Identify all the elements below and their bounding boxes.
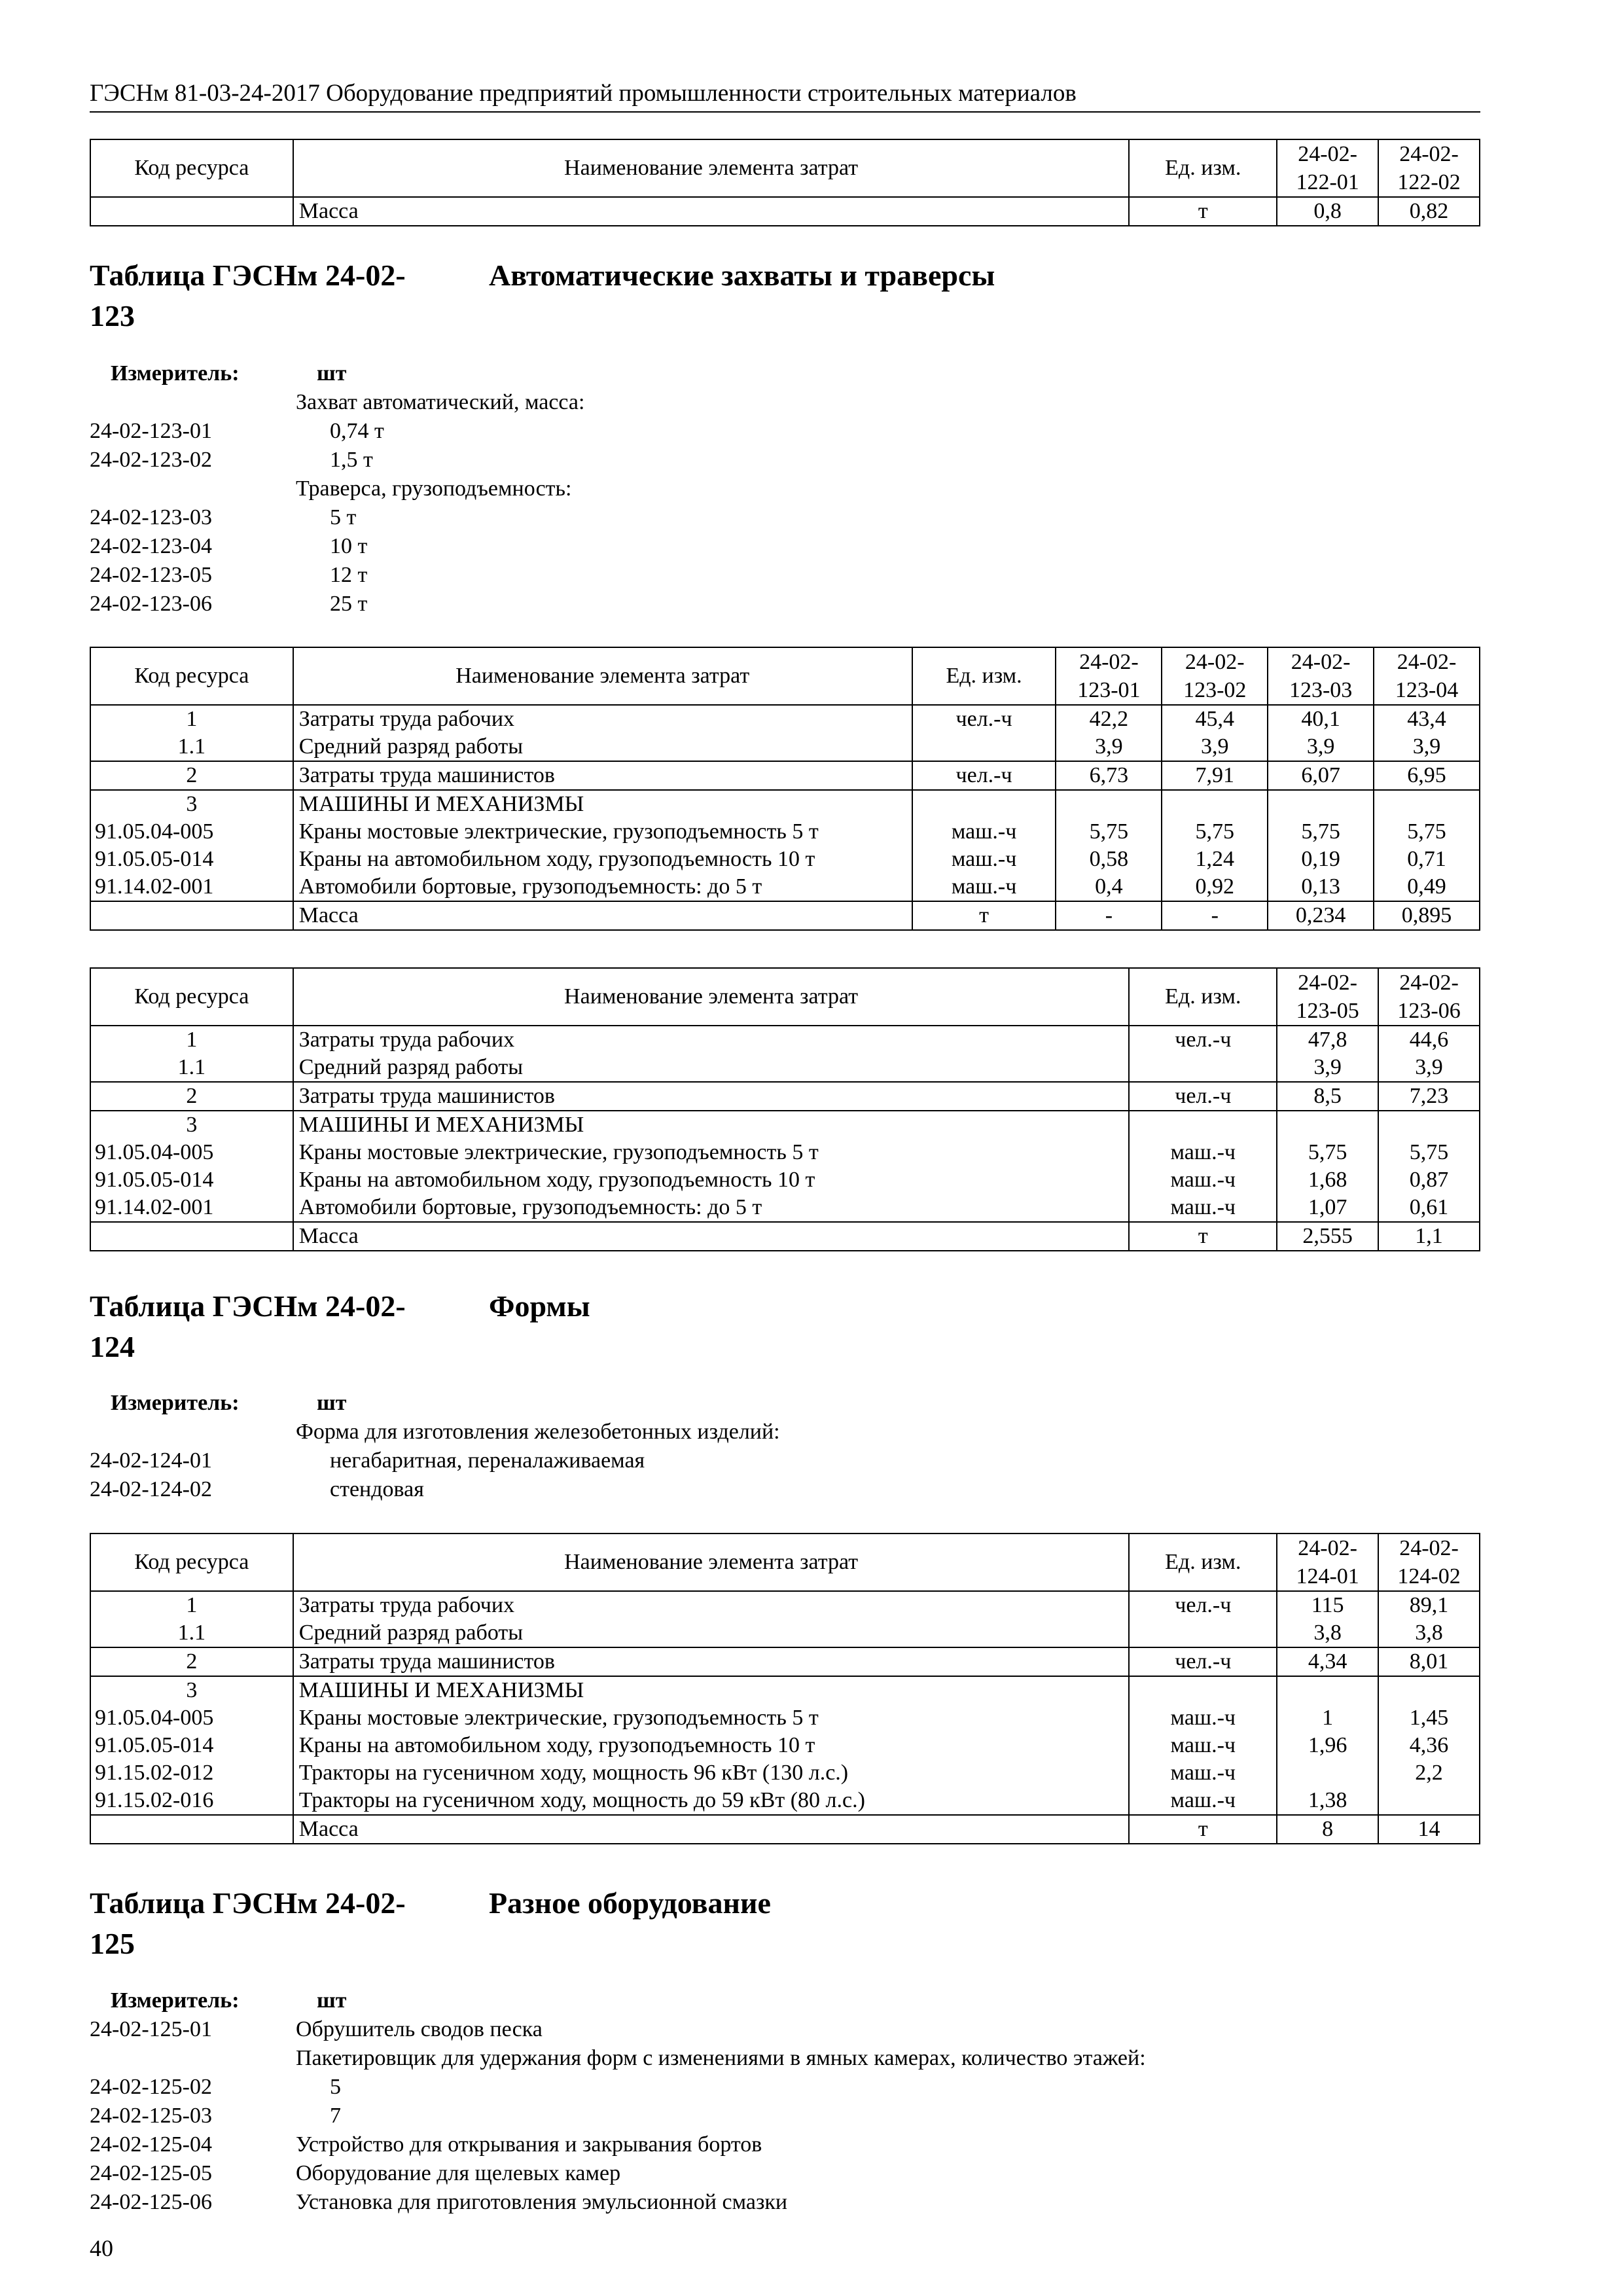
table-row [90,761,1480,790]
mass-row [90,1815,1480,1844]
value-cell: 5,75 [1162,818,1268,846]
unit-cell [1129,1676,1277,1704]
measure-item-text: Обрушитель сводов песка [296,2017,543,2041]
table-row [90,1759,1480,1787]
resource-code: 91.15.02-016 [90,1787,293,1815]
value-cell [1378,1111,1480,1139]
value-cell: 8,01 [1378,1647,1480,1676]
cost-element-name: Масса [293,1815,1130,1844]
value-cell: 0,13 [1268,873,1374,901]
value-cell: 1 [1277,1704,1378,1732]
value-cell: 0,87 [1378,1166,1480,1194]
col-header-norm-code: 24-02- 123-06 [1378,968,1480,1026]
table-122 [90,139,1480,226]
resource-code: 3 [90,790,293,818]
value-cell: 5,75 [1268,818,1374,846]
value-cell: 44,6 [1378,1026,1480,1054]
value-cell: 5,75 [1374,818,1480,846]
measure-item-text: Форма для изготовления железобетонных изделий: [296,1420,780,1444]
cost-element-name: Масса [293,901,912,930]
table-row [90,1166,1480,1194]
unit-cell: маш.-ч [1129,1787,1277,1815]
table-123a-section [90,647,1480,931]
measure-label: Измеритель: [111,1988,240,2013]
unit-cell [1129,1619,1277,1647]
measure-item-code: 24-02-123-04 [90,534,212,558]
cost-element-name: Масса [293,197,1130,226]
table-row [90,1591,1480,1619]
measure-item-text: 5 т [330,505,357,529]
value-cell: 43,4 [1374,705,1480,733]
cost-element-name: Тракторы на гусеничном ходу, мощность 96 кВт (130 л.с.) [293,1759,1130,1787]
measure-item-code: 24-02-125-03 [90,2104,212,2128]
unit-cell: маш.-ч [1129,1704,1277,1732]
measure-item [90,2015,1146,2044]
value-cell: 89,1 [1378,1591,1480,1619]
resource-code: 91.05.05-014 [90,846,293,873]
col-header-unit: Ед. изм. [912,647,1056,705]
cost-element-name: Краны на автомобильном ходу, грузоподъемность 10 т [293,1166,1130,1194]
measure-item-code: 24-02-123-01 [90,419,212,443]
cost-element-name: Масса [293,1222,1130,1251]
measure-item-text: Устройство для открывания и закрывания бортов [296,2132,762,2157]
cost-element-name: МАШИНЫ И МЕХАНИЗМЫ [293,1676,1130,1704]
unit-cell: т [1129,1815,1277,1844]
value-cell [1374,790,1480,818]
value-cell: - [1162,901,1268,930]
measure-item-code [90,2044,296,2073]
cost-element-name: Краны мостовые электрические, грузоподъемность 5 т [293,1139,1130,1166]
cost-element-name: Средний разряд работы [293,1619,1130,1647]
value-cell: 4,34 [1277,1647,1378,1676]
col-header-norm-code: 24-02- 123-01 [1056,647,1162,705]
page-number: 40 [90,2235,113,2261]
table-123b [90,967,1480,1251]
measure-item-code: 24-02-125-05 [90,2161,212,2185]
value-cell: 3,8 [1378,1619,1480,1647]
col-header-unit: Ед. изм. [1129,968,1277,1026]
measure-item-code [90,475,296,503]
col-header-norm-code: 24-02- 122-02 [1378,139,1480,197]
table-row [90,818,1480,846]
measure-item-text: Оборудование для щелевых камер [296,2161,621,2185]
cost-element-name: Средний разряд работы [293,733,912,761]
resource-code: 91.05.04-005 [90,1139,293,1166]
measure-item-code: 24-02-125-02 [90,2075,212,2099]
resource-code: 1 [90,1026,293,1054]
value-cell: 1,45 [1378,1704,1480,1732]
table-row [90,1619,1480,1647]
value-cell: 1,38 [1277,1787,1378,1815]
measure-item-code: 24-02-123-06 [90,592,212,616]
value-cell: 0,92 [1162,873,1268,901]
value-cell: 4,36 [1378,1732,1480,1759]
resource-code: 91.15.02-012 [90,1759,293,1787]
cost-element-name: МАШИНЫ И МЕХАНИЗМЫ [293,790,912,818]
measure-item-code: 24-02-125-04 [90,2132,212,2157]
cost-element-name: Краны на автомобильном ходу, грузоподъемность 10 т [293,846,912,873]
table-row [90,733,1480,761]
value-cell: 2,2 [1378,1759,1480,1787]
measure-item-text: 1,5 т [330,448,373,472]
measure-header-row [90,359,584,388]
table-row [90,1082,1480,1111]
measure-header-row [90,1986,1146,2015]
measure-item [90,2188,1146,2217]
cost-element-name: Средний разряд работы [293,1054,1130,1082]
resource-code [90,901,293,930]
value-cell: 0,49 [1374,873,1480,901]
measure-item-code [90,388,296,417]
resource-code: 1.1 [90,1054,293,1082]
cost-element-name: Затраты труда машинистов [293,1082,1130,1111]
unit-cell: маш.-ч [1129,1194,1277,1222]
measure-item-text: Пакетировщик для удержания форм с изменениями в ямных камерах, количество этажей: [296,2046,1146,2070]
resource-code: 2 [90,1082,293,1111]
unit-cell: т [1129,1222,1277,1251]
resource-code: 91.05.05-014 [90,1732,293,1759]
mass-row [90,1222,1480,1251]
table-122-section [90,139,1480,226]
col-header-norm-code: 24-02- 124-02 [1378,1534,1480,1591]
resource-code: 1.1 [90,733,293,761]
table-124-section [90,1533,1480,1844]
value-cell: 7,91 [1162,761,1268,790]
unit-cell: маш.-ч [912,818,1056,846]
measure-label: Измеритель: [111,361,240,386]
value-cell: 0,61 [1378,1194,1480,1222]
table-row [90,1676,1480,1704]
unit-cell [1129,1111,1277,1139]
measure-item-text: 10 т [330,534,368,558]
unit-cell [912,790,1056,818]
resource-code: 2 [90,761,293,790]
value-cell: 0,895 [1374,901,1480,930]
resource-code: 3 [90,1111,293,1139]
measure-item-text: 12 т [330,563,368,587]
cost-element-name: МАШИНЫ И МЕХАНИЗМЫ [293,1111,1130,1139]
value-cell: 6,07 [1268,761,1374,790]
value-cell: 3,9 [1162,733,1268,761]
unit-cell: чел.-ч [1129,1591,1277,1619]
measure-item-code: 24-02-123-02 [90,448,212,472]
measure-unit: шт [317,1988,347,2013]
value-cell: 0,58 [1056,846,1162,873]
measure-header-row [90,1389,780,1418]
measure-item-text: 7 [330,2104,341,2128]
unit-cell: т [1129,197,1277,226]
value-cell: 3,9 [1277,1054,1378,1082]
measure-item [90,1418,780,1446]
table-row [90,1139,1480,1166]
table-123-title [90,255,995,336]
resource-code: 91.14.02-001 [90,873,293,901]
measure-item-text: негабаритная, переналаживаемая [330,1448,645,1473]
value-cell: 6,73 [1056,761,1162,790]
resource-code [90,1815,293,1844]
value-cell: 8,5 [1277,1082,1378,1111]
value-cell [1378,1787,1480,1815]
table-header-row [90,968,1480,1026]
table-row [90,846,1480,873]
table-row [90,1732,1480,1759]
table-row [90,1194,1480,1222]
col-header-norm-code: 24-02- 123-05 [1277,968,1378,1026]
unit-cell [1129,1054,1277,1082]
value-cell: 1,1 [1378,1222,1480,1251]
unit-cell: маш.-ч [1129,1759,1277,1787]
table-125-measure [90,1986,1146,2217]
cost-element-name: Затраты труда машинистов [293,1647,1130,1676]
value-cell: 0,8 [1277,197,1378,226]
unit-cell: чел.-ч [912,705,1056,733]
col-header-code: Код ресурса [90,139,293,197]
table-row [90,1647,1480,1676]
unit-cell: маш.-ч [912,846,1056,873]
measure-item-code: 24-02-124-01 [90,1448,212,1473]
measure-item-text: 0,74 т [330,419,384,443]
value-cell [1162,790,1268,818]
col-header-code: Код ресурса [90,1534,293,1591]
measure-item [90,2073,1146,2102]
value-cell: 6,95 [1374,761,1480,790]
value-cell: 115 [1277,1591,1378,1619]
value-cell: 3,9 [1056,733,1162,761]
unit-cell: т [912,901,1056,930]
table-row [90,873,1480,901]
measure-item-text: Захват автоматический, масса: [296,390,585,414]
table-header-row [90,139,1480,197]
cost-element-name: Затраты труда рабочих [293,1026,1130,1054]
table-125-name: Разное оборудование [489,1886,771,1920]
value-cell: 8 [1277,1815,1378,1844]
table-row [90,1704,1480,1732]
table-124-title [90,1286,590,1367]
table-row [90,1026,1480,1054]
col-header-name: Наименование элемента затрат [293,139,1130,197]
unit-cell: маш.-ч [1129,1139,1277,1166]
mass-row [90,197,1480,226]
measure-item-code: 24-02-125-01 [90,2017,212,2041]
value-cell: 3,9 [1378,1054,1480,1082]
unit-cell: чел.-ч [912,761,1056,790]
measure-item-text: стендовая [330,1477,424,1501]
measure-item [90,1475,780,1504]
value-cell: 1,96 [1277,1732,1378,1759]
cost-element-name: Автомобили бортовые, грузоподъемность: до 5 т [293,873,912,901]
resource-code: 91.14.02-001 [90,1194,293,1222]
measure-item [90,2044,1146,2073]
col-header-norm-code: 24-02- 123-03 [1268,647,1374,705]
value-cell: 40,1 [1268,705,1374,733]
resource-code: 1.1 [90,1619,293,1647]
measure-item [90,2102,1146,2130]
cost-element-name: Тракторы на гусеничном ходу, мощность до 59 кВт (80 л.с.) [293,1787,1130,1815]
col-header-unit: Ед. изм. [1129,1534,1277,1591]
value-cell: 0,234 [1268,901,1374,930]
resource-code: 1 [90,1591,293,1619]
measure-item [90,590,584,619]
table-header-row [90,1534,1480,1591]
value-cell: 5,75 [1378,1139,1480,1166]
resource-code [90,1222,293,1251]
resource-code: 91.05.05-014 [90,1166,293,1194]
value-cell [1378,1676,1480,1704]
mass-row [90,901,1480,930]
value-cell [1268,790,1374,818]
measure-item-text: 25 т [330,592,368,616]
value-cell: 1,68 [1277,1166,1378,1194]
col-header-name: Наименование элемента затрат [293,647,912,705]
measure-label: Измеритель: [111,1391,240,1415]
value-cell: 45,4 [1162,705,1268,733]
cost-element-name: Затраты труда рабочих [293,1591,1130,1619]
measure-item [90,446,584,475]
value-cell: 0,4 [1056,873,1162,901]
value-cell: 0,71 [1374,846,1480,873]
unit-cell: чел.-ч [1129,1647,1277,1676]
measure-item [90,561,584,590]
value-cell: 5,75 [1056,818,1162,846]
resource-code: 3 [90,1676,293,1704]
value-cell: 0,82 [1378,197,1480,226]
value-cell: 47,8 [1277,1026,1378,1054]
measure-item-text: Установка для приготовления эмульсионной смазки [296,2190,788,2214]
measure-item-text: 5 [330,2075,341,2099]
table-123-number: Таблица ГЭСНм 24-02- 123 [90,259,406,332]
value-cell [1277,1759,1378,1787]
table-124-number: Таблица ГЭСНм 24-02- 124 [90,1289,406,1363]
value-cell [1056,790,1162,818]
value-cell: 5,75 [1277,1139,1378,1166]
cost-element-name: Затраты труда машинистов [293,761,912,790]
cost-element-name: Автомобили бортовые, грузоподъемность: до 5 т [293,1194,1130,1222]
page-header: ГЭСНм 81-03-24-2017 Оборудование предприятий промышленности строительных материалов [90,77,1480,113]
value-cell: 2,555 [1277,1222,1378,1251]
table-123a [90,647,1480,931]
measure-item [90,475,584,503]
unit-cell [912,733,1056,761]
unit-cell: маш.-ч [912,873,1056,901]
col-header-norm-code: 24-02- 124-01 [1277,1534,1378,1591]
unit-cell: чел.-ч [1129,1082,1277,1111]
value-cell [1277,1676,1378,1704]
table-124-measure [90,1389,780,1504]
cost-element-name: Затраты труда рабочих [293,705,912,733]
measure-item-code: 24-02-123-05 [90,563,212,587]
value-cell: 1,24 [1162,846,1268,873]
table-123b-section [90,967,1480,1251]
col-header-code: Код ресурса [90,968,293,1026]
measure-unit: шт [317,361,347,386]
resource-code [90,197,293,226]
measure-item-code [90,1418,296,1446]
measure-item-code: 24-02-124-02 [90,1477,212,1501]
value-cell: 0,19 [1268,846,1374,873]
value-cell: 7,23 [1378,1082,1480,1111]
measure-item [90,417,584,446]
measure-item [90,1446,780,1475]
col-header-code: Код ресурса [90,647,293,705]
measure-item [90,2130,1146,2159]
table-row [90,1787,1480,1815]
table-125-number: Таблица ГЭСНм 24-02- 125 [90,1886,406,1960]
table-125-title [90,1883,771,1964]
table-row [90,1111,1480,1139]
cost-element-name: Краны мостовые электрические, грузоподъемность 5 т [293,1704,1130,1732]
col-header-norm-code: 24-02- 122-01 [1277,139,1378,197]
measure-item [90,532,584,561]
unit-cell: маш.-ч [1129,1166,1277,1194]
table-123-name: Автоматические захваты и траверсы [489,259,995,292]
measure-item-code: 24-02-123-03 [90,505,212,529]
value-cell [1277,1111,1378,1139]
measure-item-code: 24-02-125-06 [90,2190,212,2214]
value-cell: 3,8 [1277,1619,1378,1647]
unit-cell: маш.-ч [1129,1732,1277,1759]
resource-code: 1 [90,705,293,733]
col-header-name: Наименование элемента затрат [293,968,1130,1026]
table-header-row [90,647,1480,705]
table-124 [90,1533,1480,1844]
table-123-measure [90,359,584,619]
measure-item [90,388,584,417]
unit-cell: чел.-ч [1129,1026,1277,1054]
table-124-name: Формы [489,1289,590,1323]
table-row [90,705,1480,733]
value-cell: 1,07 [1277,1194,1378,1222]
resource-code: 2 [90,1647,293,1676]
resource-code: 91.05.04-005 [90,818,293,846]
resource-code: 91.05.04-005 [90,1704,293,1732]
table-row [90,1054,1480,1082]
cost-element-name: Краны мостовые электрические, грузоподъемность 5 т [293,818,912,846]
col-header-norm-code: 24-02- 123-02 [1162,647,1268,705]
col-header-norm-code: 24-02- 123-04 [1374,647,1480,705]
cost-element-name: Краны на автомобильном ходу, грузоподъемность 10 т [293,1732,1130,1759]
value-cell: 14 [1378,1815,1480,1844]
measure-item [90,2159,1146,2188]
col-header-name: Наименование элемента затрат [293,1534,1130,1591]
col-header-unit: Ед. изм. [1129,139,1277,197]
value-cell: 3,9 [1374,733,1480,761]
table-row [90,790,1480,818]
measure-unit: шт [317,1391,347,1415]
measure-item [90,503,584,532]
value-cell: - [1056,901,1162,930]
value-cell: 3,9 [1268,733,1374,761]
measure-item-text: Траверса, грузоподъемность: [296,476,572,501]
value-cell: 42,2 [1056,705,1162,733]
